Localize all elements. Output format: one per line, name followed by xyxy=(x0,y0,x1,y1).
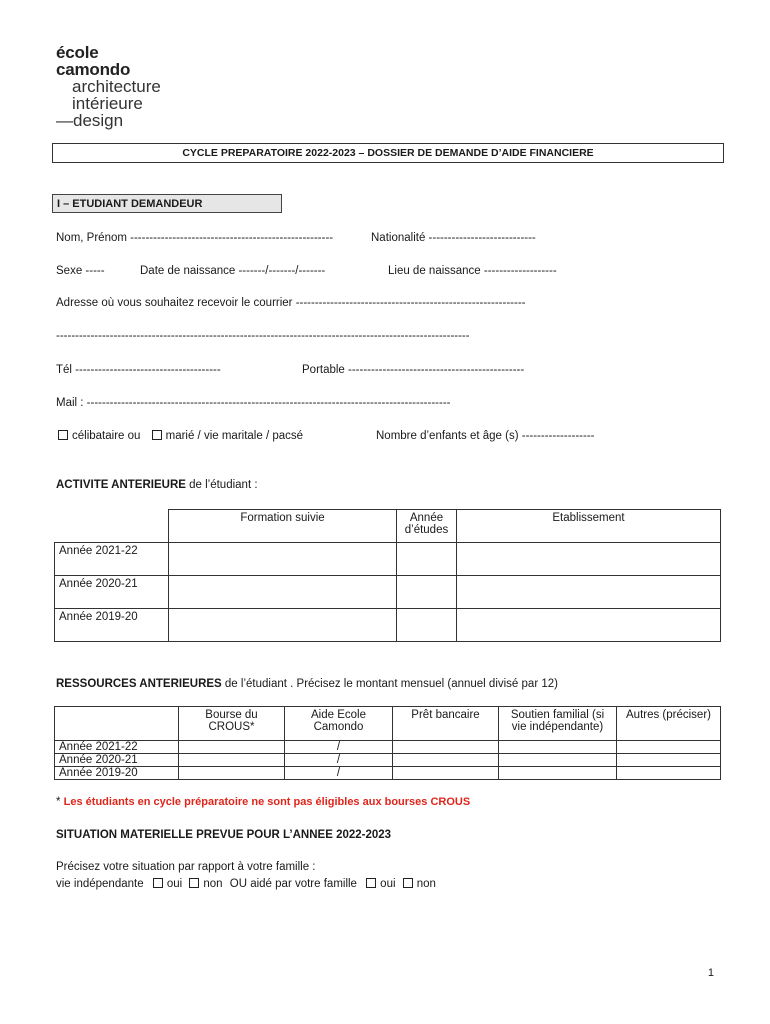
field-adresse[interactable]: Adresse où vous souhaitez recevoir le courrier ------------------------------------------------------------ xyxy=(56,297,526,309)
field-date-naissance[interactable]: Date de naissance -------/-------/------- xyxy=(140,265,326,277)
indep-oui-checkbox[interactable] xyxy=(153,878,163,888)
vie-independante-label: vie indépendante xyxy=(56,878,144,890)
aide-non-label: non xyxy=(416,878,436,890)
col-soutien-l2: vie indépendante) xyxy=(511,721,604,733)
col-pret-bancaire: Prêt bancaire xyxy=(393,707,499,741)
col-aide-ecole xyxy=(285,707,393,741)
col-formation-suivie: Formation suivie xyxy=(169,510,397,543)
footnote-text: Les étudiants en cycle préparatoire ne sont pas éligibles aux bourses CROUS xyxy=(63,796,471,808)
cell-pret[interactable] xyxy=(393,754,499,767)
indep-non-label: non xyxy=(203,878,223,890)
table-row xyxy=(55,767,721,780)
cell-autres[interactable] xyxy=(617,741,721,754)
cell-annee[interactable] xyxy=(397,609,457,642)
field-lieu-naissance[interactable]: Lieu de naissance ------------------- xyxy=(388,265,557,277)
field-tel[interactable]: Tél -------------------------------------- xyxy=(56,364,221,376)
row-label: Année 2019-20 xyxy=(55,767,179,780)
row-label: Année 2020-21 xyxy=(55,754,179,767)
aide-famille-label: OU aidé par votre famille xyxy=(229,878,357,890)
cell-bourse[interactable] xyxy=(179,741,285,754)
logo-line-4: intérieure xyxy=(72,94,143,113)
logo-line-2: camondo xyxy=(56,60,131,79)
cell-aide-slash: / xyxy=(285,754,393,767)
marie-label: marié / vie maritale / pacsé xyxy=(165,430,304,442)
field-adresse-suite[interactable]: ------------------------------------------------------------------------------------------------------------ xyxy=(56,330,470,342)
field-mail[interactable]: Mail : ----------------------------------------------------------------------------------------------- xyxy=(56,397,451,409)
cell-formation[interactable] xyxy=(169,576,397,609)
field-nom-prenom[interactable]: Nom, Prénom ----------------------------------------------------- xyxy=(56,232,334,244)
col-annee-etudes xyxy=(397,510,457,543)
field-sexe[interactable]: Sexe ----- xyxy=(56,265,105,277)
col-aide-l2: Camondo xyxy=(313,721,364,733)
row-label: Année 2021-22 xyxy=(55,543,169,576)
etat-civil-row xyxy=(58,430,303,442)
col-bourse-l2: CROUS* xyxy=(208,721,255,733)
activite-heading-rest: de l’étudiant : xyxy=(185,479,258,491)
ressources-heading-rest: de l’étudiant . Précisez le montant mensuel (annuel divisé par 12) xyxy=(221,678,558,690)
table-row xyxy=(55,754,721,767)
cell-aide-slash: / xyxy=(285,767,393,780)
row-label: Année 2021-22 xyxy=(55,741,179,754)
activite-table xyxy=(54,509,721,642)
logo-line-1: école xyxy=(56,43,99,62)
col-etablissement: Etablissement xyxy=(457,510,721,543)
cell-pret[interactable] xyxy=(393,767,499,780)
cell-soutien[interactable] xyxy=(499,767,617,780)
col-annee-l1: Année xyxy=(409,512,444,524)
cell-formation[interactable] xyxy=(169,609,397,642)
row-label: Année 2019-20 xyxy=(55,609,169,642)
row-label: Année 2020-21 xyxy=(55,576,169,609)
cell-annee[interactable] xyxy=(397,576,457,609)
logo-line-5: —design xyxy=(56,111,124,130)
cell-soutien[interactable] xyxy=(499,754,617,767)
table-row xyxy=(55,741,721,754)
cell-bourse[interactable] xyxy=(179,767,285,780)
situation-instruction: Précisez votre situation par rapport à votre famille : xyxy=(56,861,316,873)
table-row xyxy=(55,543,721,576)
field-portable[interactable]: Portable ---------------------------------------------- xyxy=(302,364,525,376)
page-number: 1 xyxy=(707,967,714,979)
celibataire-checkbox[interactable] xyxy=(58,430,68,440)
ressources-corner xyxy=(55,707,179,741)
crous-footnote xyxy=(56,796,470,808)
footnote-star: * xyxy=(56,796,64,808)
cell-etablissement[interactable] xyxy=(457,543,721,576)
cell-pret[interactable] xyxy=(393,741,499,754)
col-annee-l2: d’études xyxy=(404,524,449,536)
situation-options xyxy=(56,878,436,890)
activite-heading-bold: ACTIVITE ANTERIEURE xyxy=(56,479,186,491)
logo-line-3: architecture xyxy=(72,77,161,96)
cell-etablissement[interactable] xyxy=(457,576,721,609)
cell-etablissement[interactable] xyxy=(457,609,721,642)
ressources-heading-bold: RESSOURCES ANTERIEURES xyxy=(56,678,222,690)
cell-autres[interactable] xyxy=(617,754,721,767)
cell-formation[interactable] xyxy=(169,543,397,576)
col-soutien-l1: Soutien familial (si xyxy=(510,709,605,721)
indep-oui-label: oui xyxy=(166,878,183,890)
ecole-camondo-logo xyxy=(56,44,161,129)
ressources-heading xyxy=(56,678,558,690)
ressources-table xyxy=(54,706,721,780)
aide-non-checkbox[interactable] xyxy=(403,878,413,888)
field-nationalite[interactable]: Nationalité ---------------------------- xyxy=(371,232,536,244)
aide-oui-checkbox[interactable] xyxy=(366,878,376,888)
activite-heading xyxy=(56,479,258,491)
cell-bourse[interactable] xyxy=(179,754,285,767)
section-etudiant-demandeur: I – ETUDIANT DEMANDEUR xyxy=(52,194,282,213)
field-nombre-enfants[interactable]: Nombre d’enfants et âge (s) ------------------- xyxy=(376,430,595,442)
situation-heading: SITUATION MATERIELLE PREVUE POUR L’ANNEE 2022-2023 xyxy=(56,829,392,841)
col-autres: Autres (préciser) xyxy=(617,707,721,741)
col-bourse-l1: Bourse du xyxy=(205,709,258,721)
activite-corner xyxy=(55,510,169,543)
aide-oui-label: oui xyxy=(380,878,396,890)
table-row xyxy=(55,576,721,609)
cell-aide-slash: / xyxy=(285,741,393,754)
document-title: CYCLE PREPARATOIRE 2022-2023 – DOSSIER DE DEMANDE D’AIDE FINANCIERE xyxy=(52,143,724,163)
cell-autres[interactable] xyxy=(617,767,721,780)
col-soutien-familial xyxy=(499,707,617,741)
table-row xyxy=(55,609,721,642)
cell-soutien[interactable] xyxy=(499,741,617,754)
cell-annee[interactable] xyxy=(397,543,457,576)
col-aide-l1: Aide Ecole xyxy=(311,709,366,721)
marie-checkbox[interactable] xyxy=(152,430,162,440)
indep-non-checkbox[interactable] xyxy=(189,878,199,888)
celibataire-label: célibataire ou xyxy=(72,430,141,442)
col-bourse-crous xyxy=(179,707,285,741)
